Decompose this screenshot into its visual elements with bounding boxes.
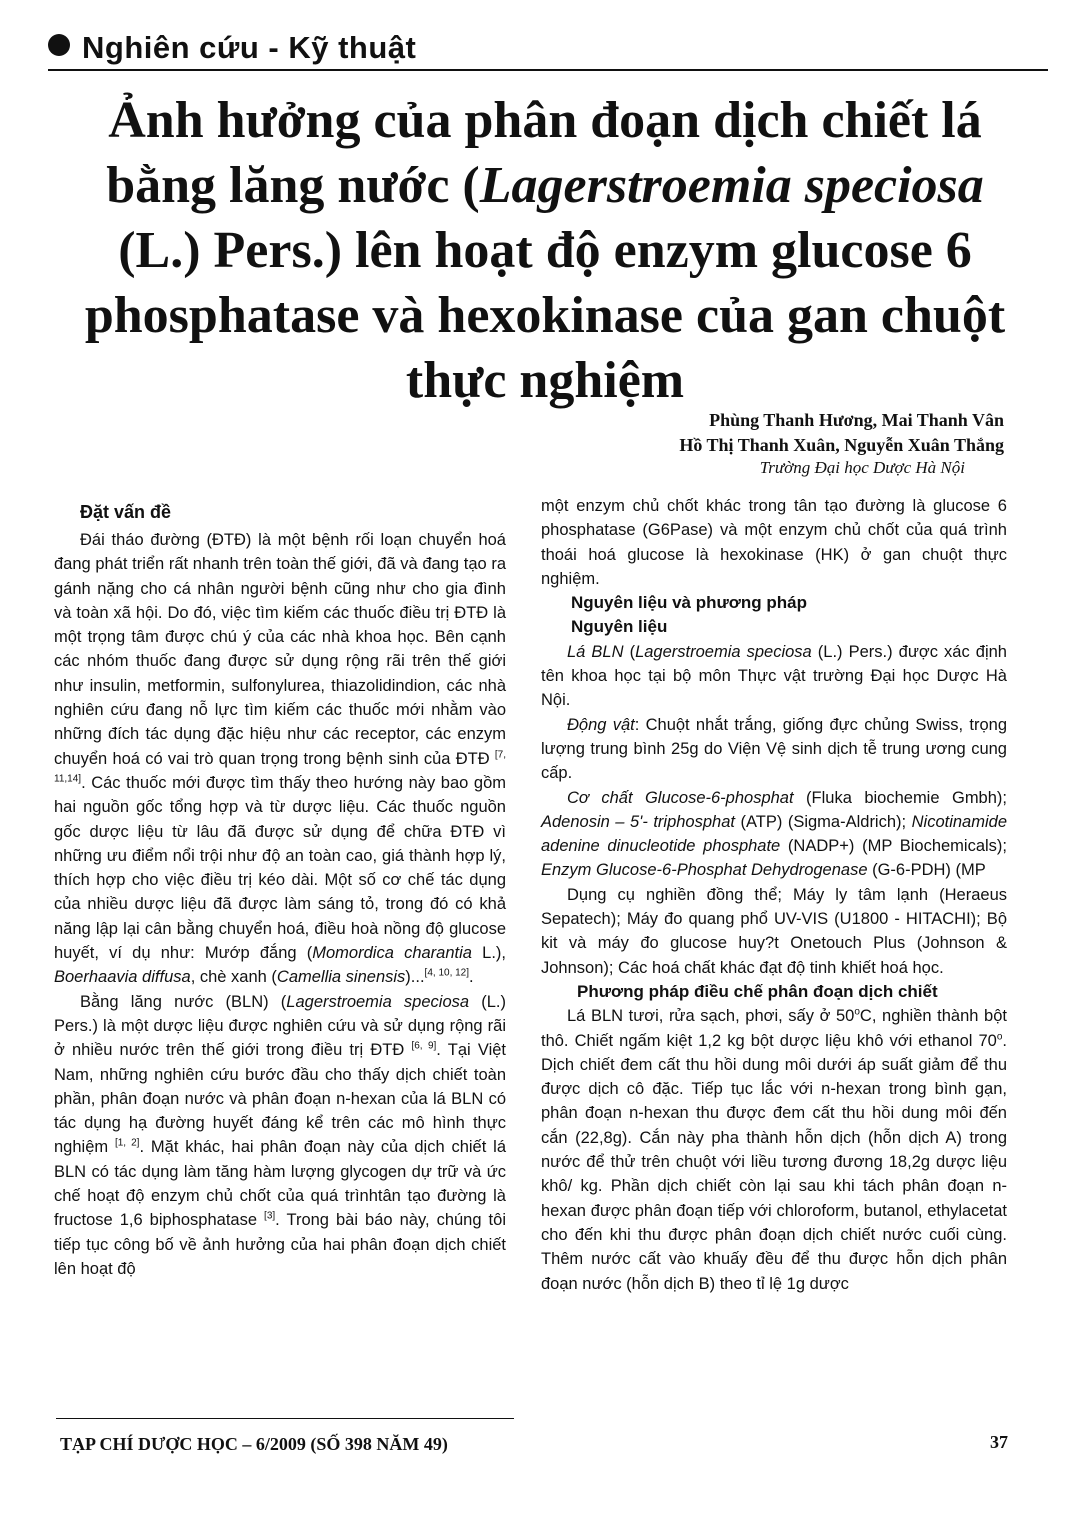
subheading-preparation: Phương pháp điều chế phân đoạn dịch chiết [577,981,938,1001]
section-header-text: Nghiên cứu - Kỹ thuật [82,30,417,65]
citation: [3] [264,1210,276,1222]
materials-animal: Động vật: Chuột nhắt trắng, giống đực chủng Swiss, trọng lượng trung bình 25g do Viện Vệ sinh dịch tễ trung ương cung cấp. [541,715,1007,783]
intro-paragraph-2: Bằng lăng nước (BLN) (Lagerstroemia speciosa (L.) Pers.) là một dược liệu được nghiên cứu và sử dụng rộng rãi ở nhiều nước trên thế giới trong điều trị ĐTĐ [6, 9]. Tại Việt Nam, những nghiên cứu bước đầu cho thấy dịch chiết toàn phần, phân đoạn nước và phân đoạn n-hexan của lá BLN có tác dụng hạ đường huyết đáng kể trên các mô hình thực nghiệm [1, 2]. Mặt khác, hai phân đoạn này của dịch chiết lá BLN có tác dụng làm tăng hàm lượng glycogen dự trữ và ức chế hoạt độ enzym chủ chốt của quá trìnhtân tạo đường là fructose 1,6 biphosphatase [3]. Trong bài báo này, chúng tôi tiếp tục công bố về ảnh hưởng của hai phân đoạn dịch chiết lên hoạt độ [54,992,506,1278]
materials-equipment: Dụng cụ nghiền đồng thể; Máy ly tâm lạnh (Heraeus Sepatech); Máy đo quang phổ UV-VIS (U1800 - HITACHI); Bộ kit và máy đo glucose huy?t Onetouch Plus (Johnson & Johnson); Các hoá chất khác đạt độ tinh khiết hoá học. [541,885,1007,977]
footer-rule [56,1418,514,1419]
citation: [7, 11,14] [54,749,506,785]
author-list [679,408,1004,458]
materials-chemicals: Cơ chất Glucose-6-phosphat (Fluka biochemie Gmbh); Adenosin – 5'- triphosphat (ATP) (Sigma-Aldrich); Nicotinamide adenine dinucleotide phosphate (NADP+) (MP Biochemicals); Enzym Glucose-6-Phosphat Dehydrogenase (G-6-PDH) (MP [541,788,1008,880]
article-title [40,88,1050,413]
preparation-paragraph: Lá BLN tươi, rửa sạch, phơi, sấy ở 50$^o$C, nghiền thành bột thô. Chiết ngấm kiệt 1,2 kg bột dược liệu khô với ethanol 70$^o$. Dịch chiết đem cất thu hồi dung môi dưới áp suất giảm để thu được dịch cô đặc. Tiếp tục lắc với n-hexan trong bình gạn, phân đoạn n-hexan thu được đem cất thu hồi dung môi đến cắn (22,8g). Cắn này pha thành hỗn dịch (hỗn dịch A) trong nước để thử trên chuột với liều tương đương 18,2g dược liệu khô/ kg. Phần dịch chiết còn lại sau khi tách phân đoạn n-hexan được phân đoạn tiếp với chloroform, butanol, ethylacetat cho đến khi thu được phân đoạn dịch chiết nước cuối cùng. Thêm nước cất vào khuấy đều để thu được hỗn dịch phân đoạn nước (hỗn dịch B) theo tỉ lệ 1g dược [541,1006,1007,1293]
intro-continuation: một enzym chủ chốt khác trong tân tạo đường là glucose 6 phosphatase (G6Pase) và một enzym chủ chốt của quá trình thoái hoá glucose là hexokinase (HK) ở gan chuột thực nghiệm. [541,497,1007,588]
section-header [48,30,416,66]
citation: [1, 2] [114,1137,140,1149]
intro-paragraph-1: Đái tháo đường (ĐTĐ) là một bệnh rối loạn chuyển hoá đang phát triển rất nhanh trên toàn thế giới, đã và đang tạo ra gánh nặng cho cá nhân người bệnh cũng như cho gia đình và toàn xã hội. Do đó, việc tìm kiếm các thuốc điều trị ĐTĐ là một trọng tâm được chú ý của các nhà khoa học. Bên cạnh các nhóm thuốc đang được sử dụng rộng rãi trên thế giới như insulin, metformin, sulfonylurea, thiazolidindion, các nhà nghiên cứu đang nỗ lực tìm kiếm các thuốc mới nhằm vào những đích tác dụng đặc hiệu như các receptor, các enzym chuyển hoá có vai trò quan trọng trong bệnh sinh của ĐTĐ [7, 11,14]. Các thuốc mới được tìm thấy theo hướng này bao gồm hai nguồn gốc tổng hợp và từ dược liệu. Các thuốc nguồn gốc dược liệu từ lâu đã được sử dụng để chữa ĐTĐ vì những ưu điểm nổi trội như độ an toàn cao, giá thành hợp lý, thích hợp cho việc điều trị kéo dài. Một số cơ chế tác dụng của nhiều dược liệu đã được làm sáng tỏ, trong đó có khả năng lập lại cân bằng chuyển hoá, điều hoà nồng độ glucose huyết, ví dụ như: Mướp đắng (Momordica charantia L.), Boerhaavia diffusa, chè xanh (Camellia sinensis)...[4, 10, 12]. [54,531,506,987]
author-line-1: Phùng Thanh Hương, Mai Thanh Vân [709,410,1004,430]
materials-leaf: Lá BLN (Lagerstroemia speciosa (L.) Pers.) được xác định tên khoa học tại bộ môn Thực vật trường Đại học Dược Hà Nội. [541,642,1007,710]
right-column [541,494,1007,1296]
journal-footer: TẠP CHÍ DƯỢC HỌC – 6/2009 (SỐ 398 NĂM 49) [60,1434,448,1454]
title-line-2: bằng lăng nước (Lagerstroemia speciosa [106,157,984,214]
title-line-3: (L.) Pers.) lên hoạt độ enzym glucose 6 [118,222,972,279]
title-line-4: phosphatase và hexokinase của gan chuột [84,287,1006,344]
title-line-5: thực nghiệm [405,352,685,409]
page-number: 37 [990,1432,1008,1452]
citation: [6, 9] [411,1040,437,1052]
citation: [4, 10, 12] [424,967,470,979]
subheading-materials: Nguyên liệu [571,617,668,637]
section-heading-methods: Nguyên liệu và phương pháp [571,593,807,613]
header-rule [48,69,1048,71]
title-line-1: Ảnh hưởng của phân đoạn dịch chiết lá [108,92,982,149]
affiliation: Trường Đại học Dược Hà Nội [759,458,965,477]
author-line-2: Hồ Thị Thanh Xuân, Nguyễn Xuân Thắng [679,435,1004,455]
section-heading-introduction: Đặt vấn đề [80,502,172,522]
left-column [54,494,506,1281]
bullet-icon [48,34,70,56]
